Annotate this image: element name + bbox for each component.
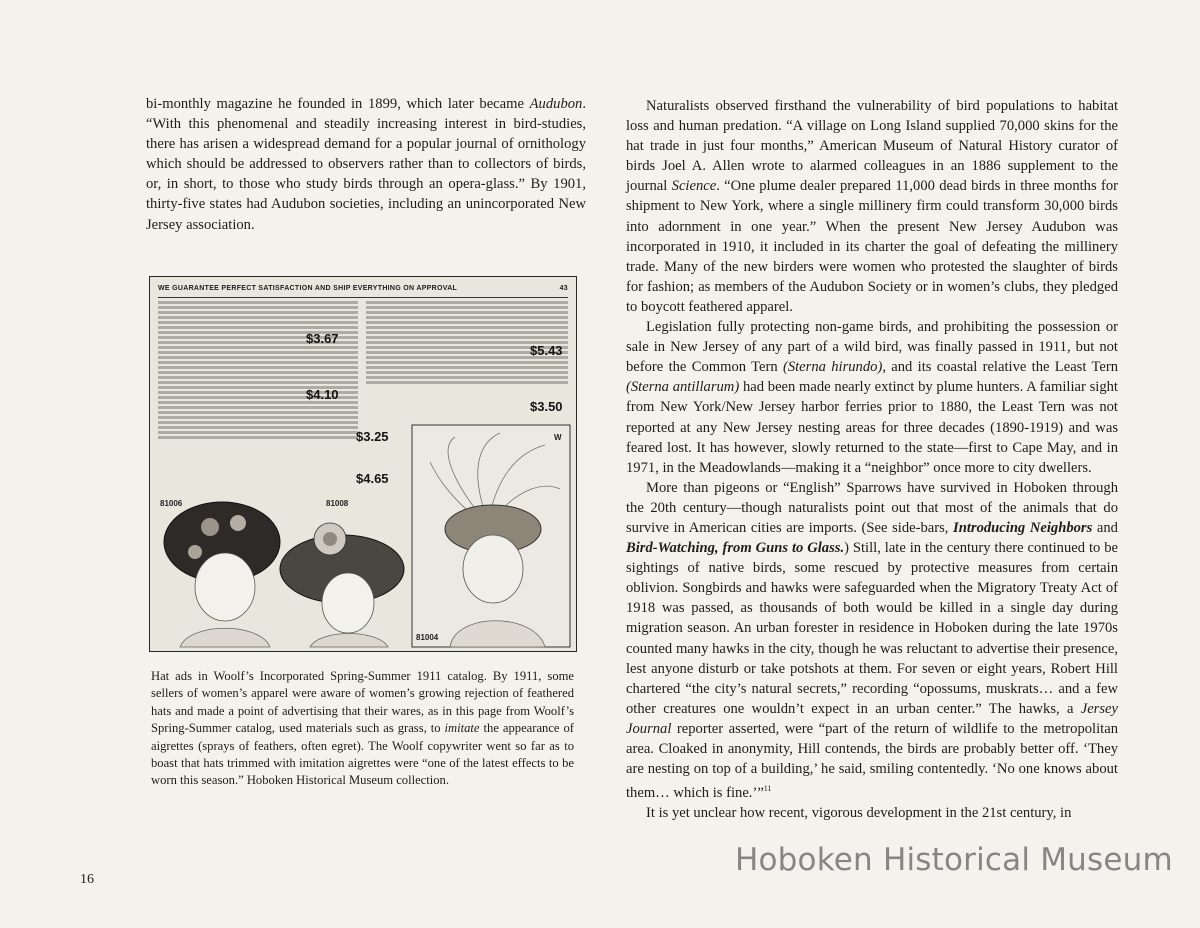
catalog-header: WE GUARANTEE PERFECT SATISFACTION AND SHIP EVERYTHING ON APPROVAL 43 bbox=[158, 285, 568, 298]
left-paragraph: bi-monthly magazine he founded in 1899, which later became Audubon. “With this phenomenal and steadily increasing interest in bird-studies, there has arisen a widespread demand for a popular journal of ornithology which should be addressed to observers rather than to collectors of birds, or, in short, to those who study birds through an opera-glass.” By 1901, thirty-five states had Audubon societies, including an unincorporated New Jersey association. bbox=[146, 96, 586, 233]
left-column bbox=[146, 94, 586, 235]
item-code: 81008 bbox=[326, 499, 349, 508]
paragraph: More than pigeons or “English” Sparrows have survived in Hoboken through the 20th century—though naturalists point out that most of the animals that do survive in American cities are imports. (See side-bars, Introducing Neighbors and Bird-Watching, from Guns to Glass.) Still, late in the century there continued to be sightings of native birds, some rescued by protective measures from certain oblivion. Songbirds and hawks were safeguarded when the Migratory Treaty Act of 1918 was passed, as thousands of both would be killed in a single day during migration season. An urban forester in residence in Hoboken during the late 1970s counted many hawks in the city, though he was reluctant to advertise their presence, lest anyone disturb or take potshots at them. For seven or eight years, Robert Hill chartered “the city’s natural secrets,” recording “opossums, muskrats… and a few other creatures one wouldn’t expect in an urban center.” The hawks, a Jersey Journal reporter asserted, were “part of the return of wildlife to the metropolitan area. Cloaked in anonymity, Hill contends, the birds are probably better off. ‘They are nesting on top of a building,’ he said, smiling contentedly. ‘No one knows about them… which is fine.’”$^{11}$ bbox=[626, 479, 1118, 802]
hat-illustrations bbox=[150, 277, 576, 651]
price-label: $3.25 bbox=[356, 429, 389, 444]
price-label: $4.10 bbox=[306, 387, 339, 402]
item-code: 81006 bbox=[160, 499, 183, 508]
page-number: 16 bbox=[80, 872, 94, 887]
paragraph: It is yet unclear how recent, vigorous development in the 21st century, in bbox=[646, 805, 1072, 822]
right-column bbox=[626, 96, 1118, 823]
price-label: $3.67 bbox=[306, 331, 339, 346]
watermark: Hoboken Historical Museum bbox=[735, 842, 1173, 878]
footnote-marker: 11 bbox=[763, 784, 772, 794]
item-code: W bbox=[554, 433, 562, 442]
price-label: $5.43 bbox=[530, 343, 563, 358]
price-label: $3.50 bbox=[530, 399, 563, 414]
item-code: 81004 bbox=[416, 633, 439, 642]
paragraph: Legislation fully protecting non-game birds, and prohibiting the possession or sale in New Jersey of any part of a wild bird, was finally passed in 1911, but not before the Common Tern (Sterna hirundo), and its coastal relative the Least Tern (Sterna antillarum) had been made nearly extinct by plume hunters. A familiar sight from New York/New Jersey harbor ferries prior to 1880, the Least Tern was not reported at any New Jersey nesting areas for three decades (1890-1919) and was feared lost. It has however, slowly returned to the state—first to Cape May, and in 1971, in the Meadowlands—making it a “neighbor” once more to city dwellers. bbox=[626, 319, 1118, 476]
paragraph: Naturalists observed firsthand the vulnerability of bird populations to habitat loss and human predation. “A village on Long Island supplied 70,000 skins for the hat trade in just four months,” American Museum of Natural History curator of birds Joel A. Allen wrote to alarmed colleagues in an 1886 supplement to the journal Science. “One plume dealer prepared 11,000 dead birds in three months for shipment to New York, where a single millinery firm could transform 30,000 birds into adornment in one year.” When the present New Jersey Audubon was incorporated in 1910, it included in its charter the goal of defeating the millinery trade. Many of the new birders were women who protested the slaughter of birds for fashion; as members of the Audubon Society or in women’s clubs, they pledged to boycott feathered apparel. bbox=[626, 98, 1118, 315]
catalog-figure bbox=[149, 276, 577, 652]
figure-caption: Hat ads in Woolf’s Incorporated Spring-Summer 1911 catalog. By 1911, some sellers of women’s apparel were aware of women’s growing rejection of feathered hats and made a point of advertising that their wares, as in this page from Woolf’s Spring-Summer catalog, used materials such as grass, to imitate the appearance of aigrettes (sprays of feathers, often egret). The Woolf copywriter went so far as to boast that hats trimmed with imitation aigrettes were “one of the latest effects to be worn this season.” Hoboken Historical Museum collection. bbox=[151, 669, 575, 788]
price-label: $4.65 bbox=[356, 471, 389, 486]
